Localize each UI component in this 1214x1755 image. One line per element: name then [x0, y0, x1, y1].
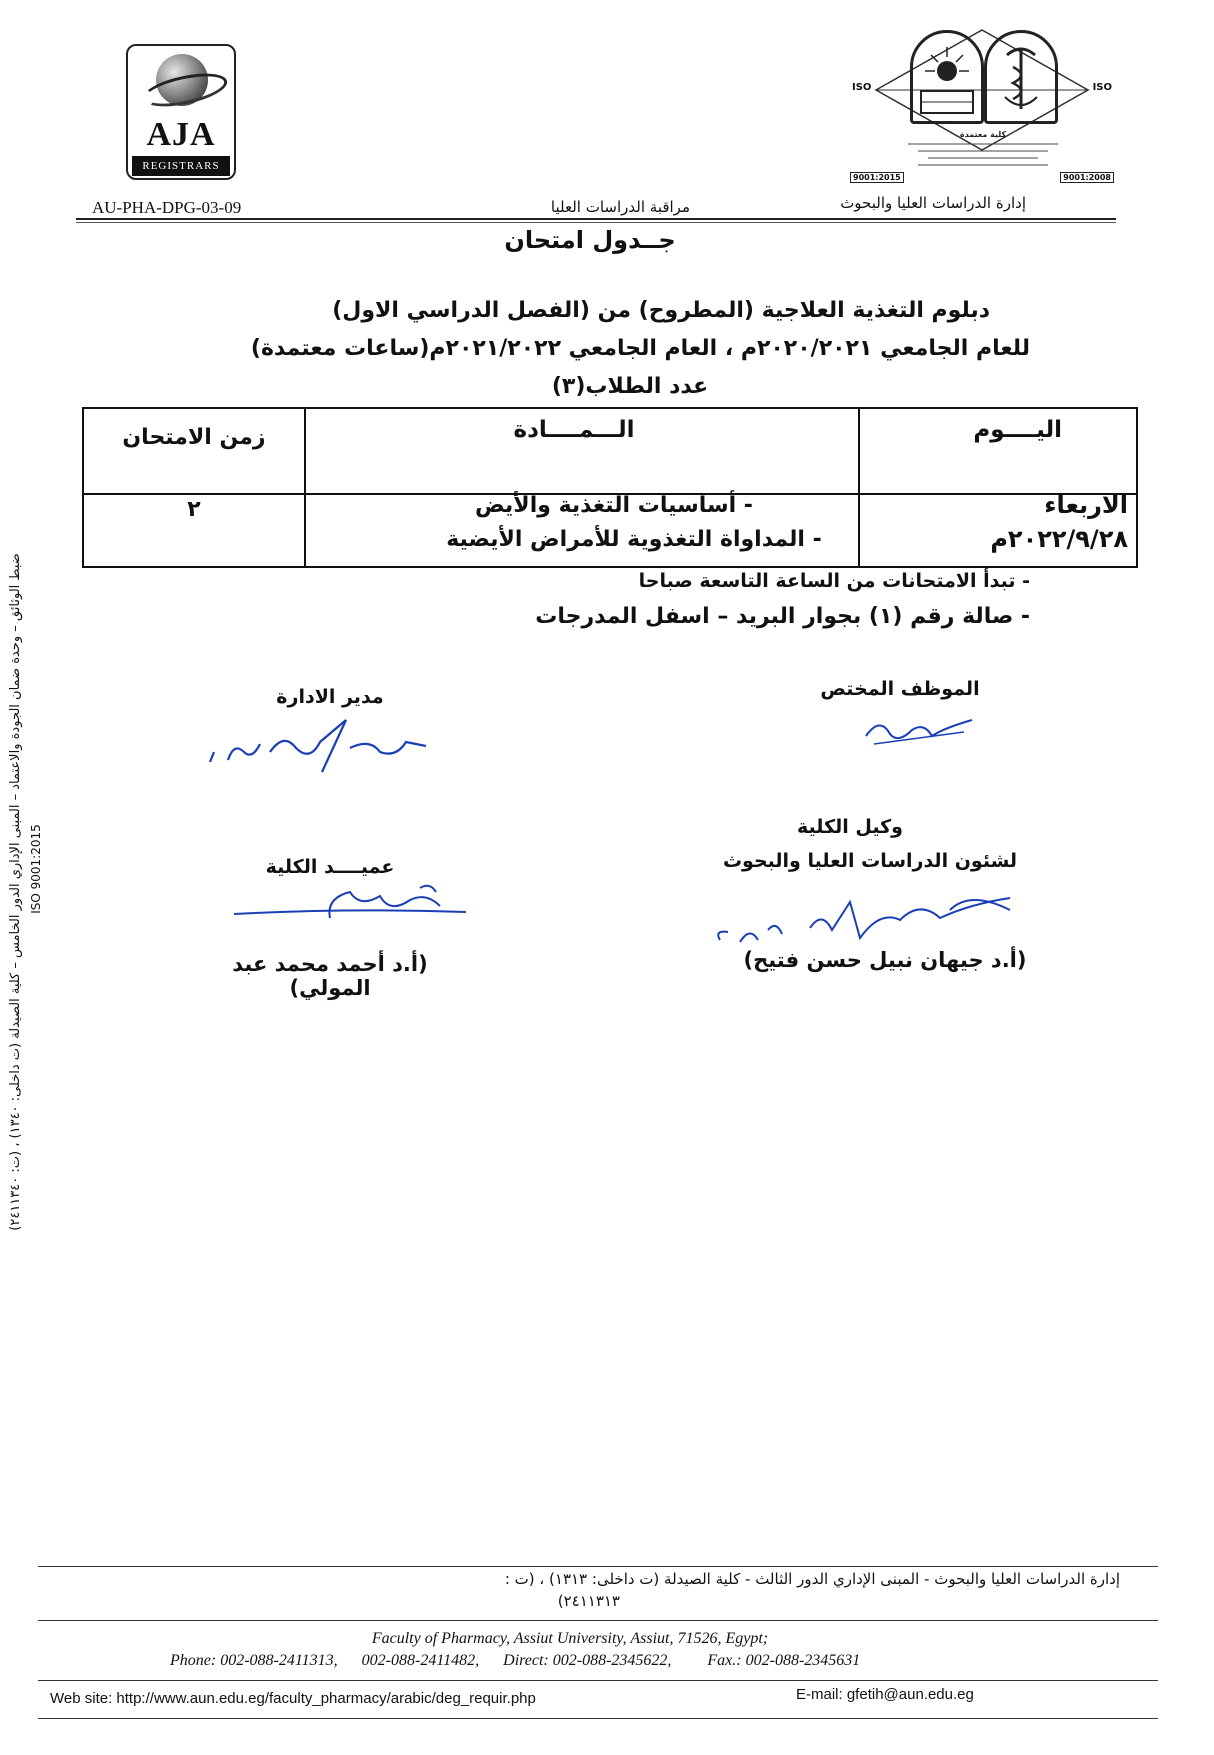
- university-arch-emblem: [910, 30, 984, 124]
- exam-schedule-table: [82, 407, 1138, 568]
- header-divider: [76, 218, 1116, 220]
- accredited-college-label: كلية معتمدة: [959, 130, 1007, 139]
- footer-divider: [38, 1718, 1158, 1719]
- pharmacy-arch-emblem: [984, 30, 1058, 124]
- document-code: AU-PHA-DPG-03-09: [92, 198, 242, 217]
- exam-date: ٢٠٢٢/٩/٢٨م: [990, 525, 1128, 553]
- footer-email: E-mail: gfetih@aun.edu.eg: [796, 1686, 974, 1703]
- side-document-control-text: ضبط الوثائق – وحدة ضمان الجودة والاعتماد – المبنى الإداري الدور الخامس – كلية الصيدلة (ت داخلى: ١٣٤٠) ، (ت: ٢٤١١٣٤٠): [8, 553, 23, 1231]
- table-header-subject: الـــمــــادة: [513, 417, 635, 443]
- footer-divider: [38, 1680, 1158, 1681]
- manager-signature: [200, 712, 440, 782]
- footer-phones: [170, 1652, 1070, 1670]
- footer-phone: Phone: 002-088-2411313,: [170, 1652, 338, 1669]
- dean-signature: [230, 878, 470, 948]
- footer-faculty-address: Faculty of Pharmacy, Assiut University, Assiut, 71526, Egypt;: [371, 1630, 769, 1647]
- header-right-label: إدارة الدراسات العليا والبحوث: [840, 194, 1026, 212]
- university-sun-icon: [913, 33, 981, 121]
- manager-title: مدير الادارة: [276, 686, 384, 708]
- side-iso-label: ISO 9001:2015: [29, 824, 43, 914]
- footer-address-arabic: إدارة الدراسات العليا والبحوث - المبنى الإداري الدور الثالث - كلية الصيدلة (ت داخلى: ١٣١٣) ، (ت :: [504, 1570, 1120, 1588]
- footer-divider: [38, 1566, 1158, 1567]
- page-title: جــدول امتحان: [504, 226, 676, 254]
- footer-direct: Direct: 002-088-2345622,: [503, 1652, 672, 1669]
- iso-right-label: ISO: [1092, 82, 1112, 93]
- aja-logo-subtext: REGISTRARS: [132, 156, 230, 176]
- accreditation-fine-print: [908, 140, 1058, 172]
- vice-dean-subtitle: لشئون الدراسات العليا والبحوث: [722, 850, 1018, 872]
- university-logo: [848, 26, 1116, 188]
- footer-website: Web site: http://www.aun.edu.eg/faculty_pharmacy/arabic/deg_requir.php: [50, 1690, 536, 1707]
- note-exam-hall: - صالة رقم (١) بجوار البريد – اسفل المدرجات: [535, 604, 1030, 629]
- dean-title: عميــــد الكلية: [265, 856, 395, 878]
- employee-title: الموظف المختص: [820, 678, 980, 700]
- academic-years: للعام الجامعي ٢٠٢٠/٢٠٢١م ، العام الجامعي ٢٠٢١/٢٠٢٢م(ساعات معتمدة): [250, 336, 1030, 361]
- exam-subject-2: - المداواة التغذوية للأمراض الأيضية: [446, 527, 822, 552]
- students-count: عدد الطلاب(٣): [551, 374, 709, 399]
- vice-dean-title: وكيل الكلية: [797, 816, 903, 838]
- header-divider-thin: [76, 222, 1116, 223]
- table-header-duration: زمن الامتحان: [122, 425, 266, 450]
- employee-signature: [860, 708, 980, 752]
- footer-fax: Fax.: 002-088-2345631: [707, 1652, 861, 1669]
- iso-stripe-left: 9001:2015: [850, 172, 904, 183]
- iso-stripe-right: 9001:2008: [1060, 172, 1114, 183]
- table-header-day: اليــــوم: [973, 417, 1062, 443]
- footer-phone-2: 002-088-2411482,: [361, 1652, 480, 1669]
- dean-name: (أ.د أحمد محمد عبد المولي): [232, 952, 428, 1000]
- note-start-time: - تبدأ الامتحانات من الساعة التاسعة صباحا: [638, 570, 1030, 592]
- table-column-divider: [304, 409, 306, 566]
- footer-divider: [38, 1620, 1158, 1621]
- exam-day: الاربعاء: [1044, 491, 1128, 519]
- aja-registrars-logo: [126, 44, 236, 180]
- footer-address-arabic-cont: ٢٤١١٣١٣): [557, 1592, 620, 1610]
- exam-duration: ٢: [187, 497, 201, 522]
- vice-dean-name: (أ.د جيهان نبيل حسن فتيح): [743, 948, 1027, 972]
- program-title: دبلوم التغذية العلاجية (المطروح) من (الفصل الدراسي الاول): [332, 298, 990, 323]
- header-center-label: مراقبة الدراسات العليا: [550, 198, 690, 216]
- caduceus-icon: [987, 33, 1055, 121]
- iso-left-label: ISO: [852, 82, 872, 93]
- exam-subject-1: - أساسيات التغذية والأيض: [475, 493, 753, 518]
- aja-logo-text: AJA: [146, 116, 216, 153]
